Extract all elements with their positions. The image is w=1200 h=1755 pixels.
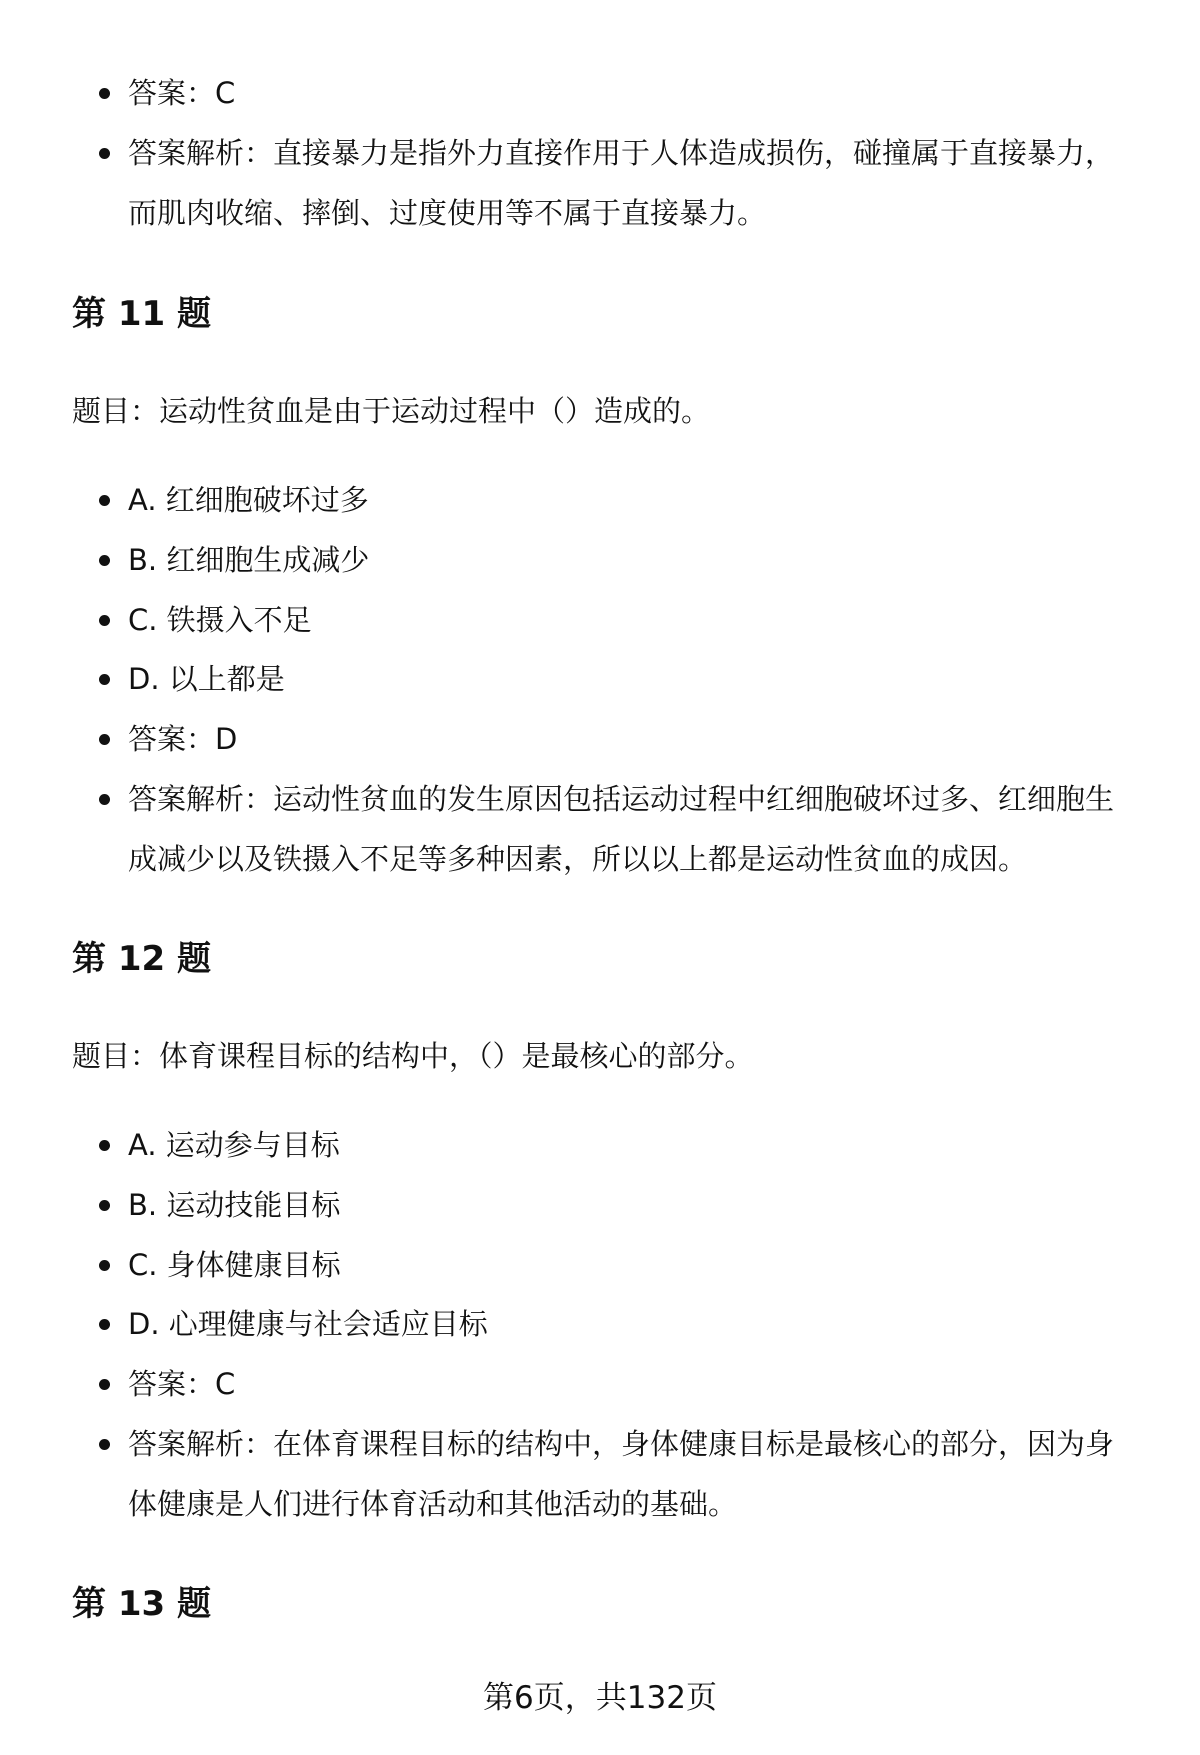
explanation-item: 答案解析：运动性贫血的发生原因包括运动过程中红细胞破坏过多、红细胞生成减少以及铁摄入不足等多种因素，所以以上都是运动性贫血的成因。 <box>128 769 1138 889</box>
answer-item: 答案：C <box>128 1354 1138 1414</box>
explanation-item: 答案解析：在体育课程目标的结构中，身体健康目标是最核心的部分，因为身体健康是人们进行体育活动和其他活动的基础。 <box>128 1414 1138 1534</box>
answer-item: 答案：D <box>128 709 1138 769</box>
question-heading: 第 13 题 <box>72 1584 211 1624</box>
option-item: A. 运动参与目标 <box>128 1115 1138 1175</box>
option-item: A. 红细胞破坏过多 <box>128 470 1138 530</box>
option-item: B. 红细胞生成减少 <box>128 530 1138 590</box>
option-item: C. 铁摄入不足 <box>128 590 1138 650</box>
explanation-item: 答案解析：直接暴力是指外力直接作用于人体造成损伤，碰撞属于直接暴力，而肌肉收缩、摔倒、过度使用等不属于直接暴力。 <box>128 123 1138 243</box>
option-item: B. 运动技能目标 <box>128 1175 1138 1235</box>
question-heading: 第 11 题 <box>72 294 211 334</box>
page-number: 第6页，共132页 <box>483 1680 717 1716</box>
option-item: C. 身体健康目标 <box>128 1235 1138 1295</box>
question-heading: 第 12 题 <box>72 939 211 979</box>
option-item: D. 以上都是 <box>128 649 1138 709</box>
question-text: 题目：运动性贫血是由于运动过程中（）造成的。 <box>72 394 711 428</box>
question-text: 题目：体育课程目标的结构中，（）是最核心的部分。 <box>72 1039 754 1073</box>
option-item: D. 心理健康与社会适应目标 <box>128 1294 1138 1354</box>
answer-item: 答案：C <box>128 63 1138 123</box>
